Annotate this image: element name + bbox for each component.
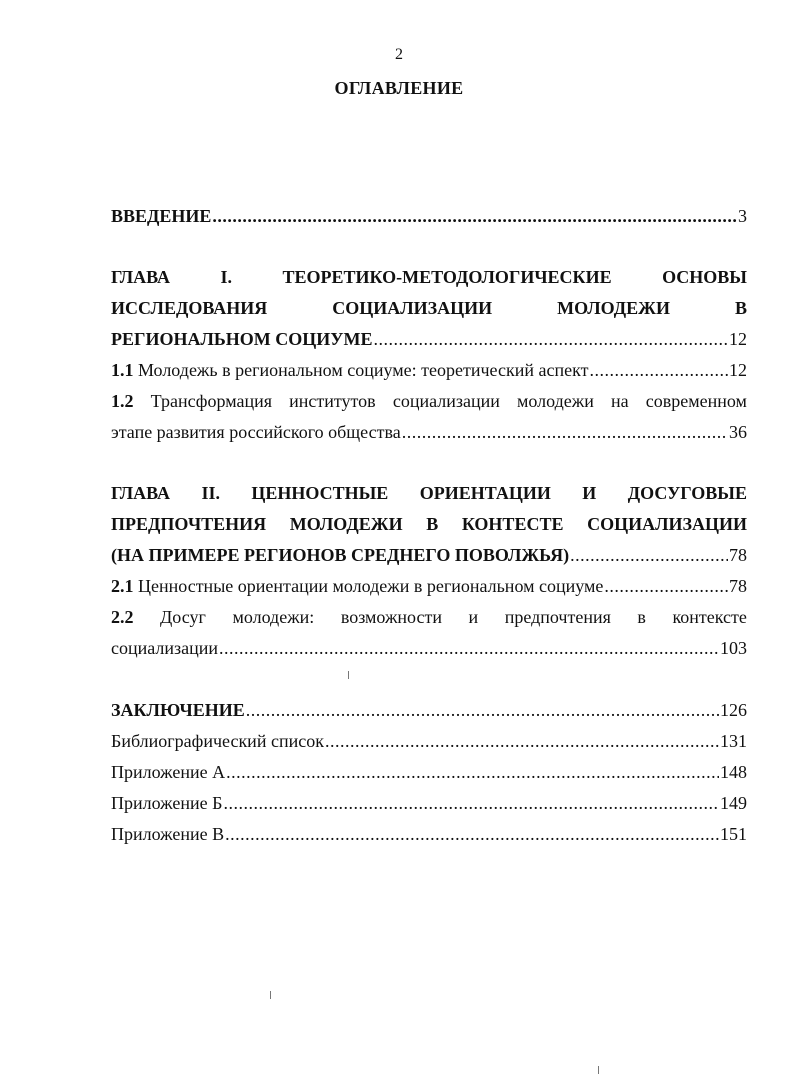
toc-section-2-2[interactable] [111,602,747,664]
word: ЦЕННОСТНЫЕ [251,483,389,503]
section-title: Ценностные ориентации молодежи в региональном социуме [138,576,604,596]
word: в [637,607,646,627]
toc-leader-dots [373,324,728,355]
word: современном [645,391,747,411]
table-of-contents [111,201,747,850]
scan-artifact [270,991,271,999]
toc-entry-label-wrap [111,571,603,602]
word: на [611,391,629,411]
chapter-1-line-2 [111,293,747,324]
toc-entry-page: 3 [738,206,747,226]
section-2-2-line-2 [111,633,747,664]
word: социализации [392,391,500,411]
toc-section-2-1[interactable] [111,571,747,602]
toc-section-1-1[interactable] [111,355,747,386]
word: МОЛОДЕЖИ [557,298,670,318]
chapter-1-line-3 [111,324,747,355]
toc-title: ОГЛАВЛЕНИЕ [334,78,464,98]
word: контексте [672,607,747,627]
toc-entry-page: 148 [720,762,747,782]
toc-entry-page: 36 [729,422,747,442]
word: молодежи [517,391,594,411]
toc-entry-page: 78 [729,576,747,596]
word: молодежи: [232,607,315,627]
word: И [582,483,597,503]
section-1-2-line-1 [111,386,747,417]
toc-leader-dots [402,417,728,448]
toc-section-1-2[interactable] [111,386,747,448]
word: В [426,514,439,534]
word: ИССЛЕДОВАНИЯ [111,298,268,318]
word: В [734,298,747,318]
section-title: Молодежь в региональном социуме: теоретический аспект [138,360,589,380]
toc-chapter-1[interactable] [111,262,747,355]
word: Досуг [160,607,206,627]
word: ГЛАВА [111,483,171,503]
toc-entry-label: (НА ПРИМЕРЕ РЕГИОНОВ СРЕДНЕГО ПОВОЛЖЬЯ) [111,545,570,565]
toc-leader-dots [226,757,719,788]
word: ДОСУГОВЫЕ [627,483,747,503]
toc-entry-page: 12 [729,329,747,349]
word: институтов [289,391,376,411]
toc-entry-page: 103 [720,638,747,658]
toc-entry-page: 151 [720,824,747,844]
word: ОРИЕНТАЦИИ [419,483,551,503]
toc-entry-label: РЕГИОНАЛЬНОМ СОЦИУМЕ [111,329,373,349]
page-number: 2 [395,46,403,63]
word: СОЦИАЛИЗАЦИИ [332,298,493,318]
word: ТЕОРЕТИКО-МЕТОДОЛОГИЧЕСКИЕ [282,267,612,287]
toc-entry-label: Приложение В [111,824,225,844]
toc-chapter-2[interactable] [111,478,747,571]
toc-entry-appendix-b[interactable] [111,788,747,819]
section-1-2-line-2 [111,417,747,448]
toc-entry-intro[interactable] [111,201,747,232]
scan-artifact [348,671,349,679]
toc-entry-label: ЗАКЛЮЧЕНИЕ [111,700,245,720]
word: возможности [340,607,442,627]
word: КОНТЕСТЕ [461,514,564,534]
toc-leader-dots [589,355,728,386]
section-2-2-line-1 [111,602,747,633]
toc-entry-appendix-a[interactable] [111,757,747,788]
toc-entry-label: Приложение Б [111,793,223,813]
scan-artifact [598,1066,599,1074]
word: Трансформация [150,391,272,411]
section-number: 1.2 [111,391,134,411]
toc-leader-dots [325,726,719,757]
toc-leader-dots [223,788,719,819]
toc-entry-bibliography[interactable] [111,726,747,757]
chapter-2-line-2 [111,509,747,540]
toc-entry-label: ВВЕДЕНИЕ [111,206,212,226]
word: ПРЕДПОЧТЕНИЯ [111,514,267,534]
word: СОЦИАЛИЗАЦИИ [587,514,747,534]
toc-entry-label: Приложение А [111,762,226,782]
toc-entry-page: 126 [720,700,747,720]
toc-leader-dots [604,571,728,602]
section-title: социализации [111,638,219,658]
word: предпочтения [504,607,611,627]
section-number: 1.1 [111,360,134,380]
toc-entry-page: 149 [720,793,747,813]
toc-leader-dots [246,695,719,726]
toc-entry-label: Библиографический список [111,731,324,751]
word: II. [201,483,220,503]
toc-leader-dots [219,633,719,664]
section-title: этапе развития российского общества [111,422,401,442]
word: ГЛАВА [111,267,171,287]
word: I. [220,267,233,287]
section-number: 2.1 [111,576,134,596]
chapter-2-line-3 [111,540,747,571]
toc-entry-conclusion[interactable] [111,695,747,726]
toc-entry-page: 78 [729,545,747,565]
word: и [468,607,479,627]
section-number: 2.2 [111,607,134,627]
toc-entry-page: 12 [729,360,747,380]
toc-entry-appendix-v[interactable] [111,819,747,850]
toc-entry-label-wrap [111,355,588,386]
word: ОСНОВЫ [662,267,747,287]
toc-leader-dots [212,201,737,232]
toc-leader-dots [570,540,728,571]
chapter-1-line-1 [111,262,747,293]
word: МОЛОДЕЖИ [289,514,403,534]
toc-leader-dots [225,819,719,850]
chapter-2-line-1 [111,478,747,509]
toc-entry-page: 131 [720,731,747,751]
